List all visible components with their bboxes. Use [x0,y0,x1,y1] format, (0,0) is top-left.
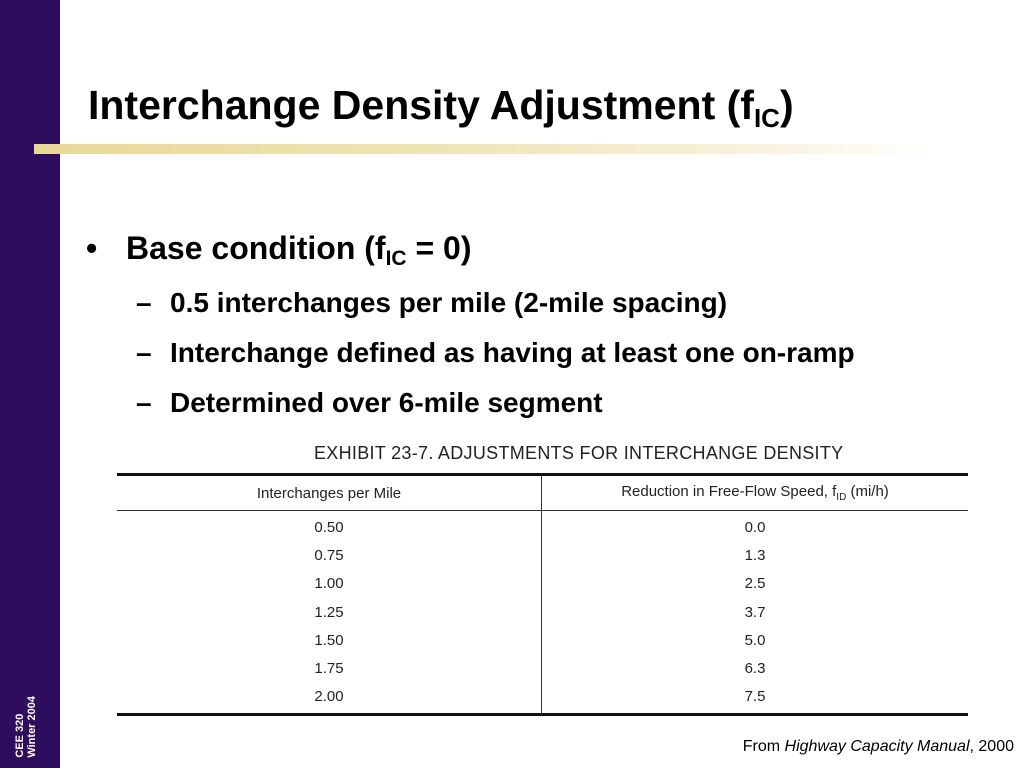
sub-bullet-marker: – [136,337,152,368]
sub-bullet-2 [136,337,855,369]
cell-reduction: 0.0 [744,518,766,536]
cell-interchanges: 1.25 [117,598,542,626]
sub-bullet-marker: – [136,387,152,418]
course-label [14,696,38,758]
bullet-marker: • [86,230,98,266]
bullet-subscript: IC [385,247,407,270]
table-row [117,683,968,715]
course-code: CEE 320 [14,713,26,758]
header-reduction-main: Reduction in Free-Flow Speed, f [621,483,837,500]
sub-bullet-text: Determined over 6-mile segment [170,387,603,418]
sidebar [0,0,60,768]
cell-reduction: 1.3 [744,546,766,564]
course-term: Winter 2004 [26,696,38,758]
table-row [117,570,968,598]
table-row [117,511,968,542]
header-reduction [542,475,969,511]
table-row [117,541,968,569]
sub-bullet-text: 0.5 interchanges per mile (2-mile spacing) [170,287,728,318]
slide-title [88,82,794,133]
exhibit-title: EXHIBIT 23-7. ADJUSTMENTS FOR INTERCHANGE DENSITY [314,443,844,463]
sub-bullet-text: Interchange defined as having at least one on-ramp [170,337,855,368]
title-main: Interchange Density Adjustment (f [88,82,754,128]
title-subscript: IC [753,103,780,133]
header-reduction-subscript: ID [836,492,847,503]
cell-reduction: 3.7 [744,603,766,621]
cell-reduction: 5.0 [744,631,766,649]
table-row [117,654,968,682]
source-book-title: Highway Capacity Manual [784,738,970,755]
cell-interchanges: 1.75 [117,654,542,682]
cell-interchanges: 1.50 [117,626,542,654]
table-row [117,598,968,626]
source-year: , 2000 [969,738,1014,755]
bullet-end: = 0) [406,230,472,266]
table-header-row [117,475,968,511]
bullet-base-condition [86,230,472,270]
source-prefix: From [742,738,785,755]
header-reduction-unit: (mi/h) [846,483,889,500]
cell-reduction: 2.5 [744,575,766,593]
bullet-main: Base condition (f [126,230,386,266]
sub-bullet-marker: – [136,287,152,318]
source-citation [743,738,1014,756]
interchange-density-table [117,473,968,716]
cell-interchanges: 0.75 [117,541,542,569]
title-end: ) [779,82,794,128]
cell-reduction: 7.5 [744,688,766,706]
cell-interchanges: 2.00 [117,683,542,715]
table-row [117,626,968,654]
cell-reduction: 6.3 [744,660,766,678]
cell-interchanges: 0.50 [117,511,542,542]
title-underline [34,144,934,154]
sub-bullet-1 [136,287,727,319]
header-interchanges: Interchanges per Mile [117,475,542,511]
sub-bullet-3 [136,387,603,419]
cell-interchanges: 1.00 [117,570,542,598]
